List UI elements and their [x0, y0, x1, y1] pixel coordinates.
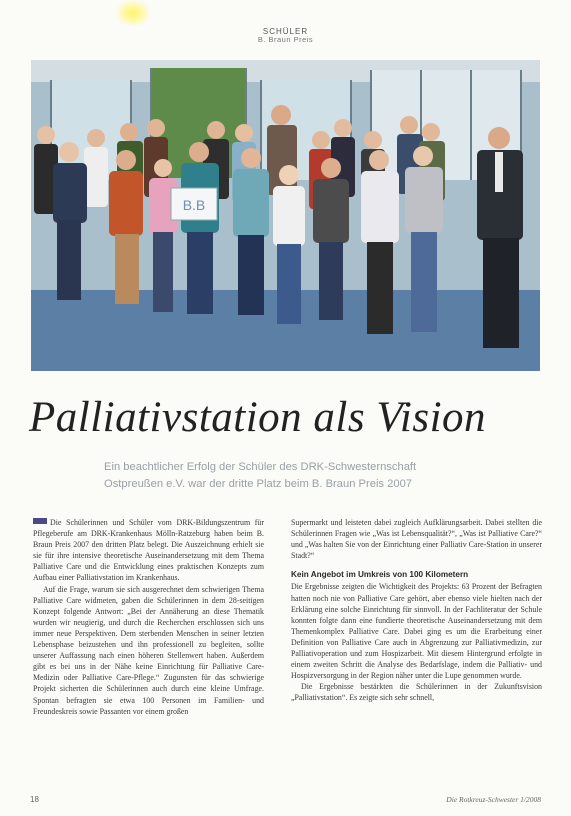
- section-header: [0, 27, 571, 45]
- section-sublabel: B. Braun Preis: [257, 35, 314, 45]
- sign-text: B.B: [182, 197, 206, 213]
- magazine-footer: Die Rotkreuz-Schwester 1/2008: [446, 795, 541, 804]
- paragraph-3: Supermarkt und leisteten dabei zugleich Aufklärungsarbeit. Dabei stellten die Schülerinnen Fragen wie „Was ist Lebensqualität?“, „Was ist Palliative Care?“ und „Was halten Sie von der Einrichtung einer Palliativ Care-Station in unserer Stadt?“: [291, 518, 542, 561]
- paragraph-5: Die Ergebnisse bestärkten die Schülerinnen in der Zukunftsvision „Palliativstation“. Es zeigte sich sehr schnell,: [291, 682, 542, 703]
- section-marker-icon: [33, 518, 47, 524]
- group-photo: [31, 60, 540, 371]
- section-label: SCHÜLER: [262, 27, 309, 36]
- paragraph-1-text: Die Schülerinnen und Schüler vom DRK-Bildungszentrum für Pflegeberufe am DRK-Krankenhaus Mölln-Ratzeburg haben beim B. Braun Preis 2007 den dritten Platz belegt. Die Auszeichnung erhielt sie sie für ihre intensive theoretische Auseinandersetzung mit dem Thema Palliative Care und die Entwicklung eines praktischen Konzepts zum Aufbau einer Palliativstation im Krankenhaus.: [33, 518, 264, 583]
- article-title: Palliativstation als Vision: [29, 394, 487, 441]
- paragraph-4: Die Ergebnisse zeigten die Wichtigkeit des Projekts: 63 Prozent der Befragten hatten noch nie von Palliative Care gehört, aber ebenso viele hielten nach der Erklärung eine solche Einrichtung für sinnvoll. In der Fachliteratur der Schule konnten folgte dann eine fundierte theoretische Auseinandersetzung mit dem Themenkomplex Palliative Care. Dabei ging es um die Erarbeitung einer Definition von Palliative Care auch in Abgrenzung zur Palliativmedizin, zur Palliativoperation und zum Hospizarbeit. Mit diesem Hintergrund erfolgte in einem zweiten Schritt die Analyse des Bedarfslage, indem die Palliativ- und Hospizversorgung in der Region näher unter die Lupe genommen wurde.: [291, 582, 542, 681]
- article-lead: Ein beachtlicher Erfolg der Schüler des DRK-Schwesternschaft Ostpreußen e.V. war der dritte Platz beim B. Braun Preis 2007: [104, 461, 417, 490]
- article-column-right: [291, 517, 542, 704]
- light-flare: [116, 0, 150, 26]
- article-column-left: [33, 517, 264, 717]
- group-photo-illustration: [31, 60, 540, 371]
- page-number: 18: [30, 795, 39, 804]
- article-subheading: Kein Angebot im Umkreis von 100 Kilometern: [291, 570, 469, 580]
- paragraph-2: Auf die Frage, warum sie sich ausgerechnet dem schwierigen Thema Palliative Care widmeten, gaben die Schülerinnen in dem 28-seitigen Konzept folgende Antwort: „Bei der Annäherung an diese Thematik wurden wir neugierig, und durch die Recherchen erschlossen sich uns immer neue Perspektiven. Dem sterbenden Menschen in seiner letzten Lebensphase beizustehen und ihn professionell zu begleiten, sollte unserer Auffassung nach einen höheren Stellenwert haben. Außerdem gibt es bei uns in der Nähe keine Einrichtung für Palliative Care-Medizin oder Palliative Care-Pflege.“ Zugunsten für das schwierige Projekt sicherten die Schülerinnen auch durch eine kleine Umfrage. Spontan befragten sie etwa 100 Personen im Familien- und Freundeskreis sowie Passanten vor einem großen: [33, 584, 264, 716]
- paragraph-1: [33, 517, 264, 584]
